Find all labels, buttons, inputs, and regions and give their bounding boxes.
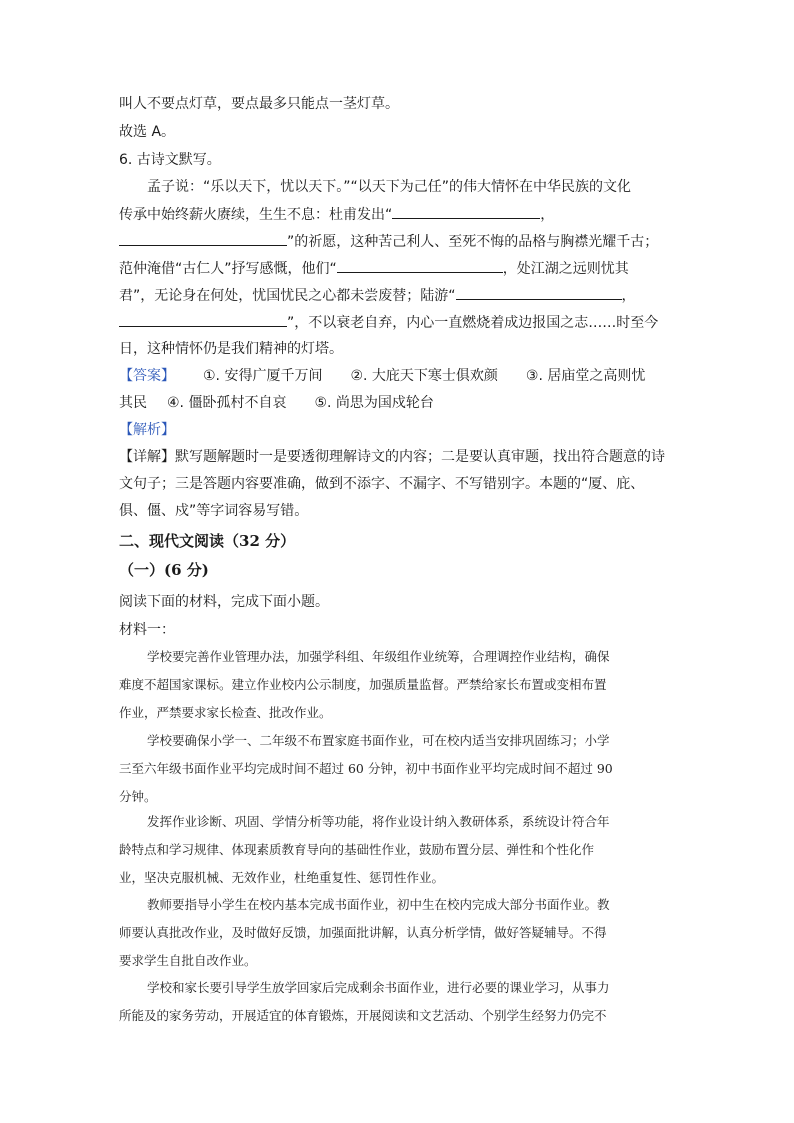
passage-line bbox=[119, 204, 554, 225]
fill-blank-2[interactable] bbox=[119, 231, 287, 246]
material-line: 要求学生自批自改作业。 bbox=[119, 953, 257, 968]
material-line: 业，坚决克服机械、无效作业，杜绝重复性、惩罚性作业。 bbox=[119, 870, 445, 885]
passage-text: ， bbox=[621, 288, 636, 304]
subsection-title: （一）(6 分) bbox=[119, 561, 209, 579]
analysis-text: 默写题解题时一是要透彻理解诗文的内容；二是要认真审题，找出符合题意的诗 bbox=[175, 449, 665, 465]
instruction: 阅读下面的材料，完成下面小题。 bbox=[119, 594, 329, 610]
analysis-line: 俱、僵、戍”等字词容易写错。 bbox=[119, 503, 309, 519]
passage-text: ”的祈愿，这种苦己利人、至死不悔的品格与胸襟光耀千古； bbox=[287, 234, 659, 250]
analysis-line bbox=[119, 447, 665, 467]
answer-line bbox=[119, 393, 434, 413]
answer-item: ②. 大庇天下寒士俱欢颜 bbox=[350, 368, 498, 384]
material-line: 作业，严禁要求家长检查、批改作业。 bbox=[119, 705, 332, 720]
detail-label: 【详解】 bbox=[119, 449, 175, 465]
question-title: 6. 古诗文默写。 bbox=[119, 152, 221, 168]
answer-item: ①. 安得广厦千万间 bbox=[203, 368, 323, 384]
material-line: 学校和家长要引导学生放学回家后完成剩余书面作业，进行必要的课业学习，从事力 bbox=[147, 980, 610, 995]
material-line: 分钟。 bbox=[119, 789, 157, 804]
answer-item: ③. 居庙堂之高则忧 bbox=[525, 368, 646, 384]
answer-item: ⑤. 尚思为国戍轮台 bbox=[314, 395, 434, 411]
material-line: 龄特点和学习规律、体现素质教育导向的基础性作业，鼓励布置分层、弹性和个性化作 bbox=[119, 842, 595, 857]
analysis-line: 文句子；三是答题内容要准确，做到不添字、不漏字、不写错别字。本题的“厦、庇、 bbox=[119, 476, 645, 492]
material-line: 学校要确保小学一、二年级不布置家庭书面作业，可在校内适当安排巩固练习；小学 bbox=[147, 733, 610, 748]
answer-item: 其民 bbox=[119, 395, 147, 411]
text-line: 叫人不要点灯草，要点最多只能点一茎灯草。 bbox=[119, 96, 399, 112]
passage-line bbox=[119, 312, 658, 333]
fill-blank-3[interactable] bbox=[337, 258, 503, 273]
material-line: 教师要指导小学生在校内基本完成书面作业，初中生在校内完成大部分书面作业。教 bbox=[147, 897, 610, 912]
material-label: 材料一： bbox=[119, 622, 175, 638]
passage-text: 范仲淹借“古仁人”抒写感慨，他们“ bbox=[119, 261, 337, 277]
passage-line: 孟子说：“乐以天下，忧以天下。”“以天下为己任”的伟大情怀在中华民族的文化 bbox=[147, 179, 632, 195]
material-line: 发挥作业诊断、巩固、学情分析等功能，将作业设计纳入教研体系，系统设计符合年 bbox=[147, 814, 610, 829]
material-line: 所能及的家务劳动，开展适宜的体育锻炼，开展阅读和文艺活动、个别学生经努力仍完不 bbox=[119, 1008, 607, 1023]
fill-blank-1[interactable] bbox=[392, 204, 540, 219]
material-line: 难度不超国家课标。建立作业校内公示制度，加强质量监督。严禁给家长布置或变相布置 bbox=[119, 677, 607, 692]
fill-blank-5[interactable] bbox=[119, 312, 287, 327]
section-title: 二、现代文阅读（32 分） bbox=[119, 532, 296, 550]
answer-line bbox=[119, 366, 645, 386]
analysis-label: 【解析】 bbox=[119, 422, 175, 438]
passage-text: 君”，无论身在何处，忧国忧民之心都未尝废替；陆游“ bbox=[119, 288, 456, 304]
passage-text: ”，不以衰老自弃，内心一直燃烧着成边报国之志……时至今 bbox=[287, 315, 659, 331]
text-line: 故选 A。 bbox=[119, 124, 176, 140]
material-line: 学校要完善作业管理办法，加强学科组、年级组作业统筹，合理调控作业结构，确保 bbox=[147, 649, 610, 664]
material-line: 三至六年级书面作业平均完成时间不超过 60 分钟，初中书面作业平均完成时间不超过 90 bbox=[119, 761, 613, 776]
passage-line bbox=[119, 258, 629, 279]
answer-label: 【答案】 bbox=[119, 368, 175, 384]
passage-line: 日，这种情怀仍是我们精神的灯塔。 bbox=[119, 341, 343, 357]
passage-line bbox=[119, 231, 658, 252]
material-line: 师要认真批改作业，及时做好反馈，加强面批讲解，认真分析学情，做好答疑辅导。不得 bbox=[119, 925, 607, 940]
passage-text: ， bbox=[540, 207, 555, 223]
answer-item: ④. 僵卧孤村不自哀 bbox=[167, 395, 287, 411]
fill-blank-4[interactable] bbox=[456, 285, 622, 300]
passage-line bbox=[119, 285, 636, 306]
passage-text: 传承中始终薪火赓续，生生不息：杜甫发出“ bbox=[119, 207, 393, 223]
passage-text: ，处江湖之远则忧其 bbox=[502, 261, 629, 277]
